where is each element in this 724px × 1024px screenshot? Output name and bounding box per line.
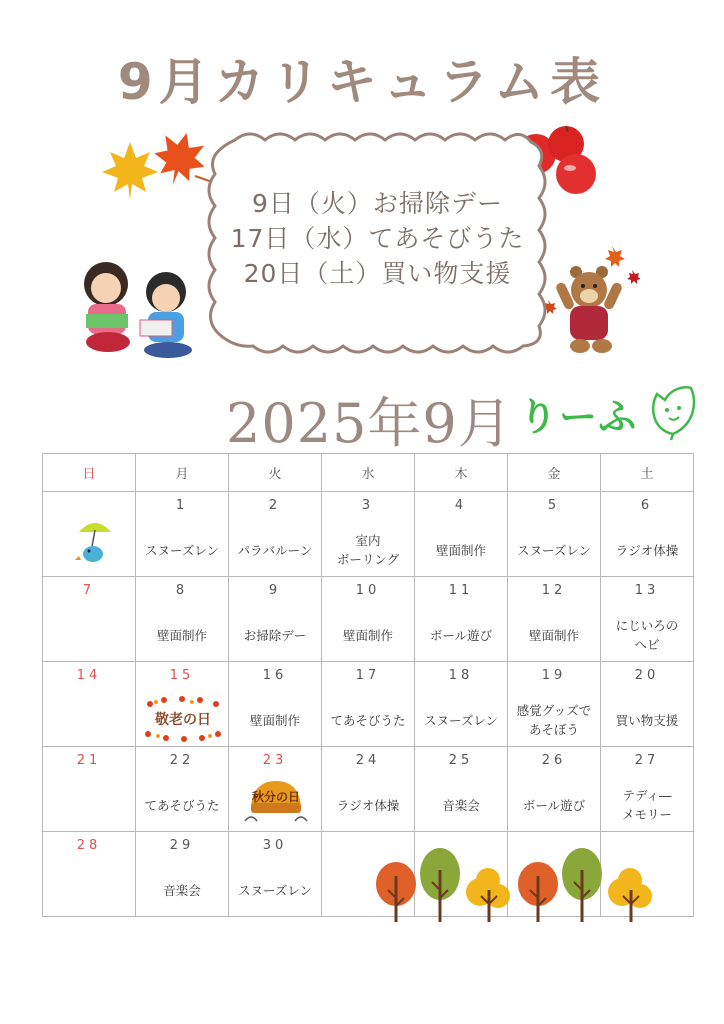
bear-icon: [540, 238, 640, 360]
activity: スヌーズレン: [237, 882, 313, 898]
activity: 音楽会: [163, 882, 201, 898]
day-cell: 2 パラバルーン: [229, 492, 322, 577]
leaf-face-icon: [647, 384, 699, 440]
day-cell: 26 ボール遊び: [508, 747, 601, 832]
activity: てあそびうた: [144, 797, 220, 813]
tree-icon: [518, 862, 558, 922]
weekday-sat: 土: [601, 454, 694, 492]
day-cell: 18 スヌーズレン: [415, 662, 508, 747]
tree-icon: [608, 868, 652, 922]
day-cell: 14: [43, 662, 136, 747]
class-name-block: [519, 386, 638, 441]
weekday-header: [43, 454, 694, 492]
weekday-tue: 火: [229, 454, 322, 492]
day-cell: [43, 492, 136, 577]
activity: 音楽会: [442, 797, 480, 813]
day-cell: 17 てあそびうた: [322, 662, 415, 747]
day-cell: 3 室内 ボーリング: [322, 492, 415, 577]
day-cell: 28: [43, 832, 136, 917]
weekday-mon: 月: [136, 454, 229, 492]
activity: スヌーズレン: [516, 542, 592, 558]
week-row: [43, 747, 694, 832]
holiday-shubun-badge: [243, 777, 309, 825]
activity: ラジオ体操: [336, 797, 400, 813]
weekday-wed: 水: [322, 454, 415, 492]
day-cell: 1 スヌーズレン: [136, 492, 229, 577]
day-cell: 23 秋分の日: [229, 747, 322, 832]
day-cell: 11 ボール遊び: [415, 577, 508, 662]
day-cell: 9 お掃除デー: [229, 577, 322, 662]
day-cell: 20 買い物支援: [601, 662, 694, 747]
day-cell: 5 スヌーズレン: [508, 492, 601, 577]
day-cell: 10 壁面制作: [322, 577, 415, 662]
activity: 壁面制作: [156, 627, 207, 643]
week-row: [43, 662, 694, 747]
holiday-keiro-badge: [142, 696, 224, 742]
activity: スヌーズレン: [144, 542, 220, 558]
day-cell: 25 音楽会: [415, 747, 508, 832]
day-cell: 8 壁面制作: [136, 577, 229, 662]
day-cell: 12 壁面制作: [508, 577, 601, 662]
activity: スヌーズレン: [423, 712, 499, 728]
bird-umbrella-icon: [73, 518, 113, 566]
tree-icon: [420, 848, 460, 922]
activity: 室内 ボーリング: [336, 533, 400, 567]
day-cell: 13 にじいろの へビ: [601, 577, 694, 662]
activity: お掃除デー: [243, 627, 307, 643]
class-name: りーふ: [519, 395, 639, 439]
week-row: [43, 492, 694, 577]
activity: ボール遊び: [429, 627, 493, 643]
activity: てあそびうた: [330, 712, 406, 728]
activity: テディ― メモリー: [621, 788, 672, 822]
page-title: 9月カリキュラム表: [117, 53, 607, 111]
reading-children-icon: [80, 258, 198, 362]
weekday-thu: 木: [415, 454, 508, 492]
activity: パラバルーン: [237, 542, 313, 558]
day-cell: 29 音楽会: [136, 832, 229, 917]
day-cell: 4 壁面制作: [415, 492, 508, 577]
event-list: [205, 186, 550, 291]
activity: 壁面制作: [528, 627, 579, 643]
event-item: 20日（土）買い物支援: [243, 259, 512, 288]
event-item: 9日（火）お掃除デー: [252, 189, 503, 218]
activity: 壁面制作: [342, 627, 393, 643]
month-title: 2025年9月: [226, 392, 513, 455]
tree-icon: [376, 862, 416, 922]
day-cell: 7: [43, 577, 136, 662]
tree-icon: [372, 846, 662, 924]
week-row: [43, 577, 694, 662]
day-cell: 15 敬老の日: [136, 662, 229, 747]
activity: 壁面制作: [249, 712, 300, 728]
event-item: 17日（水）てあそびうた: [230, 224, 525, 253]
tree-icon: [466, 868, 510, 922]
day-cell: 16 壁面制作: [229, 662, 322, 747]
activity: にじいろの へビ: [615, 618, 679, 652]
holiday-keiro-label: 敬老の日: [155, 712, 211, 728]
activity: 感覚グッズで あそぼう: [516, 703, 592, 737]
day-cell: 6 ラジオ体操: [601, 492, 694, 577]
day-cell: 22 てあそびうた: [136, 747, 229, 832]
maple-leaf-icon: [100, 128, 220, 208]
weekday-sun: 日: [43, 454, 136, 492]
activity: ラジオ体操: [615, 542, 679, 558]
tree-icon: [562, 848, 602, 922]
weekday-fri: 金: [508, 454, 601, 492]
activity: ボール遊び: [522, 797, 586, 813]
day-cell: 27 テディ― メモリー: [601, 747, 694, 832]
holiday-shubun-label: 秋分の日: [251, 790, 301, 804]
day-cell: 19 感覚グッズで あそぼう: [508, 662, 601, 747]
day-cell: 21: [43, 747, 136, 832]
activity: 壁面制作: [435, 542, 486, 558]
day-cell: 30 スヌーズレン: [229, 832, 322, 917]
activity: 買い物支援: [615, 712, 679, 728]
day-cell: 24 ラジオ体操: [322, 747, 415, 832]
